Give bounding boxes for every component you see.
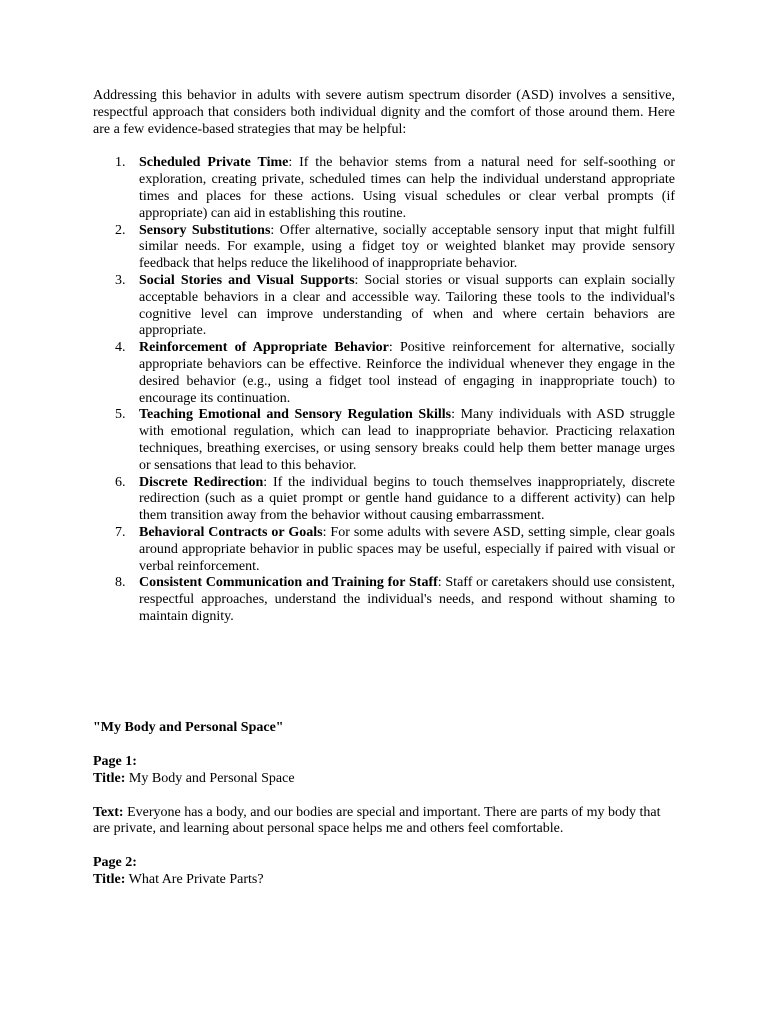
list-item (93, 407, 675, 474)
story-text-paragraph (93, 805, 675, 839)
list-number: 2. (115, 222, 126, 238)
list-item (93, 273, 675, 340)
list-item (93, 155, 675, 222)
story-heading: "My Body and Personal Space" (93, 720, 284, 735)
text-value: Everyone has a body, and our bodies are special and important. There are parts of my body that are private, and learning about personal space helps me and others feel comfortable. (93, 804, 661, 837)
list-item (93, 475, 675, 525)
strategy-text: : Many individuals with ASD struggle with emotional regulation, which can lead to inappropriate behavior. Practicing relaxation techniques, breathing exercises, or using sensory breaks could help them better manage urges or sensations that lead to this behavior. (139, 407, 675, 473)
strategy-text: : If the individual begins to touch themselves inappropriately, discrete redirection (such as a quiet prompt or gentle hand guidance to a different activity) can help them transition away from the behavior without causing embarrassment. (139, 474, 675, 524)
strategy-list (93, 155, 675, 625)
list-number: 3. (115, 272, 126, 288)
list-item (93, 340, 675, 407)
strategy-title: Consistent Communication and Training for Staff (139, 575, 438, 591)
title-value: My Body and Personal Space (125, 770, 295, 786)
strategy-title: Scheduled Private Time (139, 155, 289, 171)
strategy-title: Sensory Substitutions (139, 222, 271, 238)
story-page-1 (93, 754, 675, 788)
strategy-text: : Staff or caretakers should use consistent, respectful approaches, understand the individual's needs, and respond without shaming to maintain dignity. (139, 575, 675, 624)
list-item (93, 223, 675, 273)
list-number: 4. (115, 340, 126, 356)
strategy-title: Discrete Redirection (139, 474, 264, 490)
strategy-title: Teaching Emotional and Sensory Regulation Skills (139, 407, 452, 423)
story-page-2 (93, 855, 675, 889)
strategy-text: : For some adults with severe ASD, setting simple, clear goals around appropriate behavior in public spaces may be useful, especially if paired with visual or verbal reinforcement. (139, 524, 675, 574)
strategy-text: : Positive reinforcement for alternative, socially appropriate behaviors can be effective. Reinforce the individual whenever they engage in the desired behavior (e.g., using a fidget tool instead of engaging in inappropriate touch) to encourage its continuation. (139, 340, 675, 406)
intro-paragraph: Addressing this behavior in adults with severe autism spectrum disorder (ASD) involves a sensitive, respectful approach that considers both individual dignity and the comfort of those around them. Here are a few evidence-based strategies that may be helpful: (93, 88, 675, 137)
page-title-line (93, 872, 675, 889)
document-page (93, 88, 676, 887)
list-number: 8. (115, 575, 126, 591)
strategy-text: : Offer alternative, socially acceptable sensory input that might fulfill similar needs. For example, using a fidget toy or weighted blanket may provide sensory feedback that helps reduce the likelihood of inappropriate behavior. (139, 222, 675, 272)
strategy-title: Social Stories and Visual Supports (139, 272, 355, 288)
title-label: Title: (93, 770, 126, 786)
page-label: Page 2: (93, 855, 137, 871)
strategy-title: Behavioral Contracts or Goals (139, 524, 323, 540)
list-number: 5. (115, 407, 126, 423)
title-label: Title: (93, 871, 126, 887)
page-label: Page 1: (93, 754, 137, 769)
title-value: What Are Private Parts? (125, 871, 264, 887)
list-item (93, 525, 675, 575)
list-item (93, 575, 675, 625)
page-title-line (93, 771, 675, 788)
text-label: Text: (93, 804, 124, 820)
list-number: 1. (115, 155, 126, 171)
strategy-text: : Social stories or visual supports can explain socially acceptable behaviors in a clear and accessible way. Tailoring these tools to the individual's cognitive level can improve understanding of when and where certain behaviors are appropriate. (139, 272, 676, 339)
list-number: 7. (115, 524, 126, 540)
strategy-text: : If the behavior stems from a natural need for self-soothing or exploration, creating private, scheduled times can help the individual understand appropriate times and places for these actions. Using visual schedules or clear verbal prompts (if appropriate) can aid in establishing this routine. (139, 155, 675, 221)
list-number: 6. (115, 474, 126, 490)
story-section (93, 754, 675, 906)
strategy-title: Reinforcement of Appropriate Behavior (139, 340, 389, 356)
